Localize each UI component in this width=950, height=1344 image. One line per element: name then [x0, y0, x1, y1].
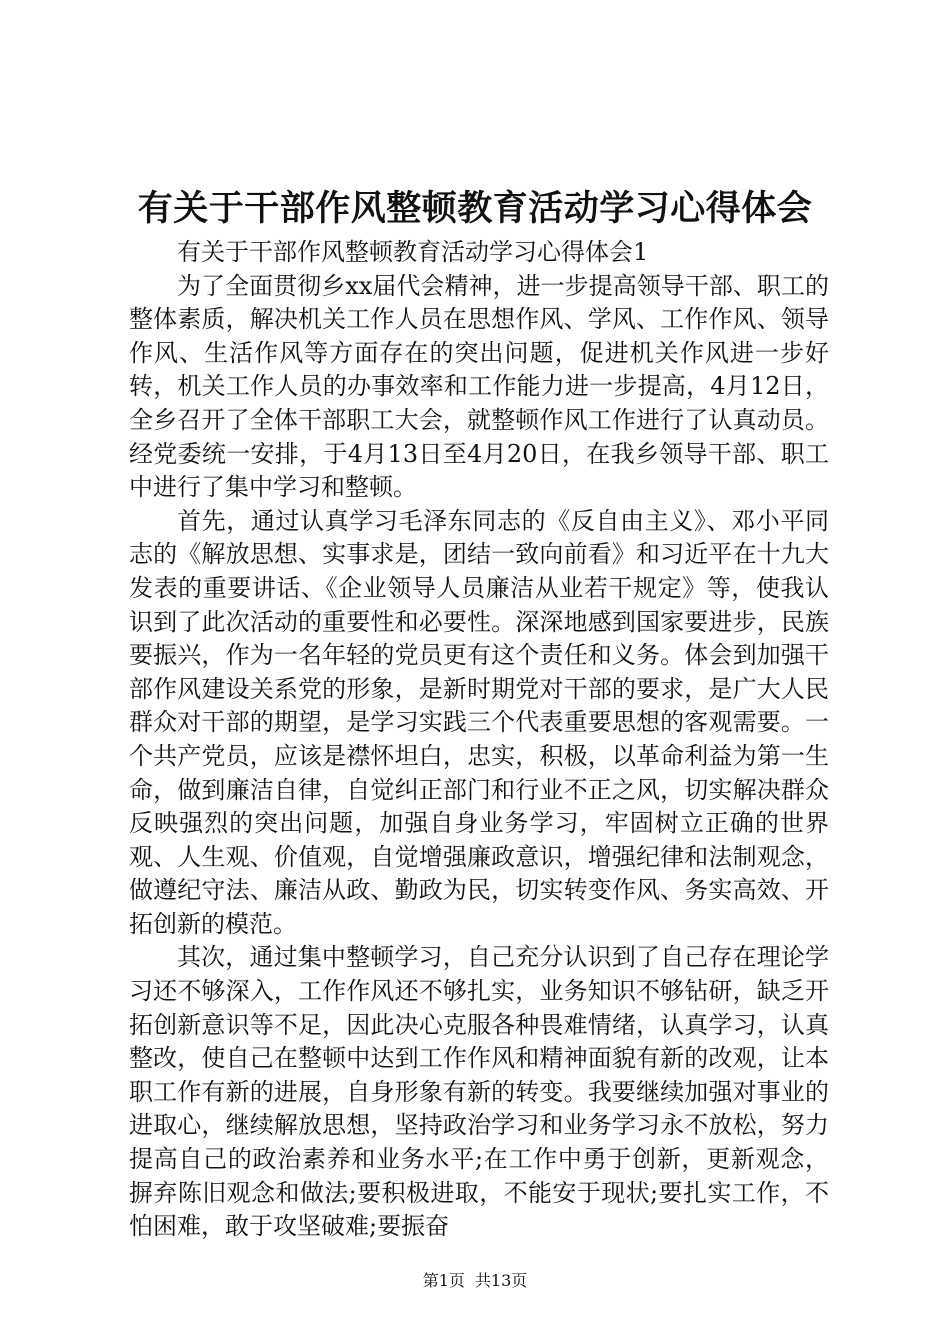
page-total: 共13页	[474, 1271, 528, 1290]
paragraph-first: 首先，通过认真学习毛泽东同志的《反自由主义》、邓小平同志的《解放思想、实事求是，团结一致向前看》和习近平在十九大发表的重要讲话、《企业领导人员廉洁从业若干规定》等，使我认识到了此次活动的重要性和必要性。深深地感到国家要进步，民族要振兴，作为一名年轻的党员更有这个责任和义务。体会到加强干部作风建设关系党的形象，是新时期党对干部的要求，是广大人民群众对干部的期望，是学习实践三个代表重要思想的客观需要。一个共产党员，应该是襟怀坦白，忠实，积极，以革命利益为第一生命，做到廉洁自律，自觉纠正部门和行业不正之风，切实解决群众反映强烈的突出问题，加强自身业务学习，牢固树立正确的世界观、人生观、价值观，自觉增强廉政意识，增强纪律和法制观念，做遵纪守法、廉洁从政、勤政为民，切实转变作风、务实高效、开拓创新的模范。	[129, 506, 829, 938]
document-body	[129, 236, 829, 1244]
page-footer	[0, 1270, 950, 1292]
paragraph-subtitle: 有关于干部作风整顿教育活动学习心得体会1	[177, 238, 649, 266]
page-number: 第1页	[422, 1271, 465, 1290]
paragraph-second: 其次，通过集中整顿学习，自己充分认识到了自己存在理论学习还不够深入，工作作风还不够扎实，业务知识不够钻研，缺乏开拓创新意识等不足，因此决心克服各种畏难情绪，认真学习，认真整改，使自己在整顿中达到工作作风和精神面貌有新的改观，让本职工作有新的进展，自身形象有新的转变。我要继续加强对事业的进取心，继续解放思想，坚持政治学习和业务学习永不放松，努力提高自己的政治素养和业务水平;在工作中勇于创新，更新观念，摒弃陈旧观念和做法;要积极进取，不能安于现状;要扎实工作，不怕困难，敢于攻坚破难;要振奋	[129, 943, 829, 1241]
paragraph-intro: 为了全面贯彻乡xx届代会精神，进一步提高领导干部、职工的整体素质，解决机关工作人员在思想作风、学风、工作作风、领导作风、生活作风等方面存在的突出问题，促进机关作风进一步好转，机关工作人员的办事效率和工作能力进一步提高，4月12日，全乡召开了全体干部职工大会，就整顿作风工作进行了认真动员。经党委统一安排，于4月13日至4月20日，在我乡领导干部、职工中进行了集中学习和整顿。	[129, 271, 829, 502]
document-title: 有关于干部作风整顿教育活动学习心得体会	[137, 188, 813, 229]
